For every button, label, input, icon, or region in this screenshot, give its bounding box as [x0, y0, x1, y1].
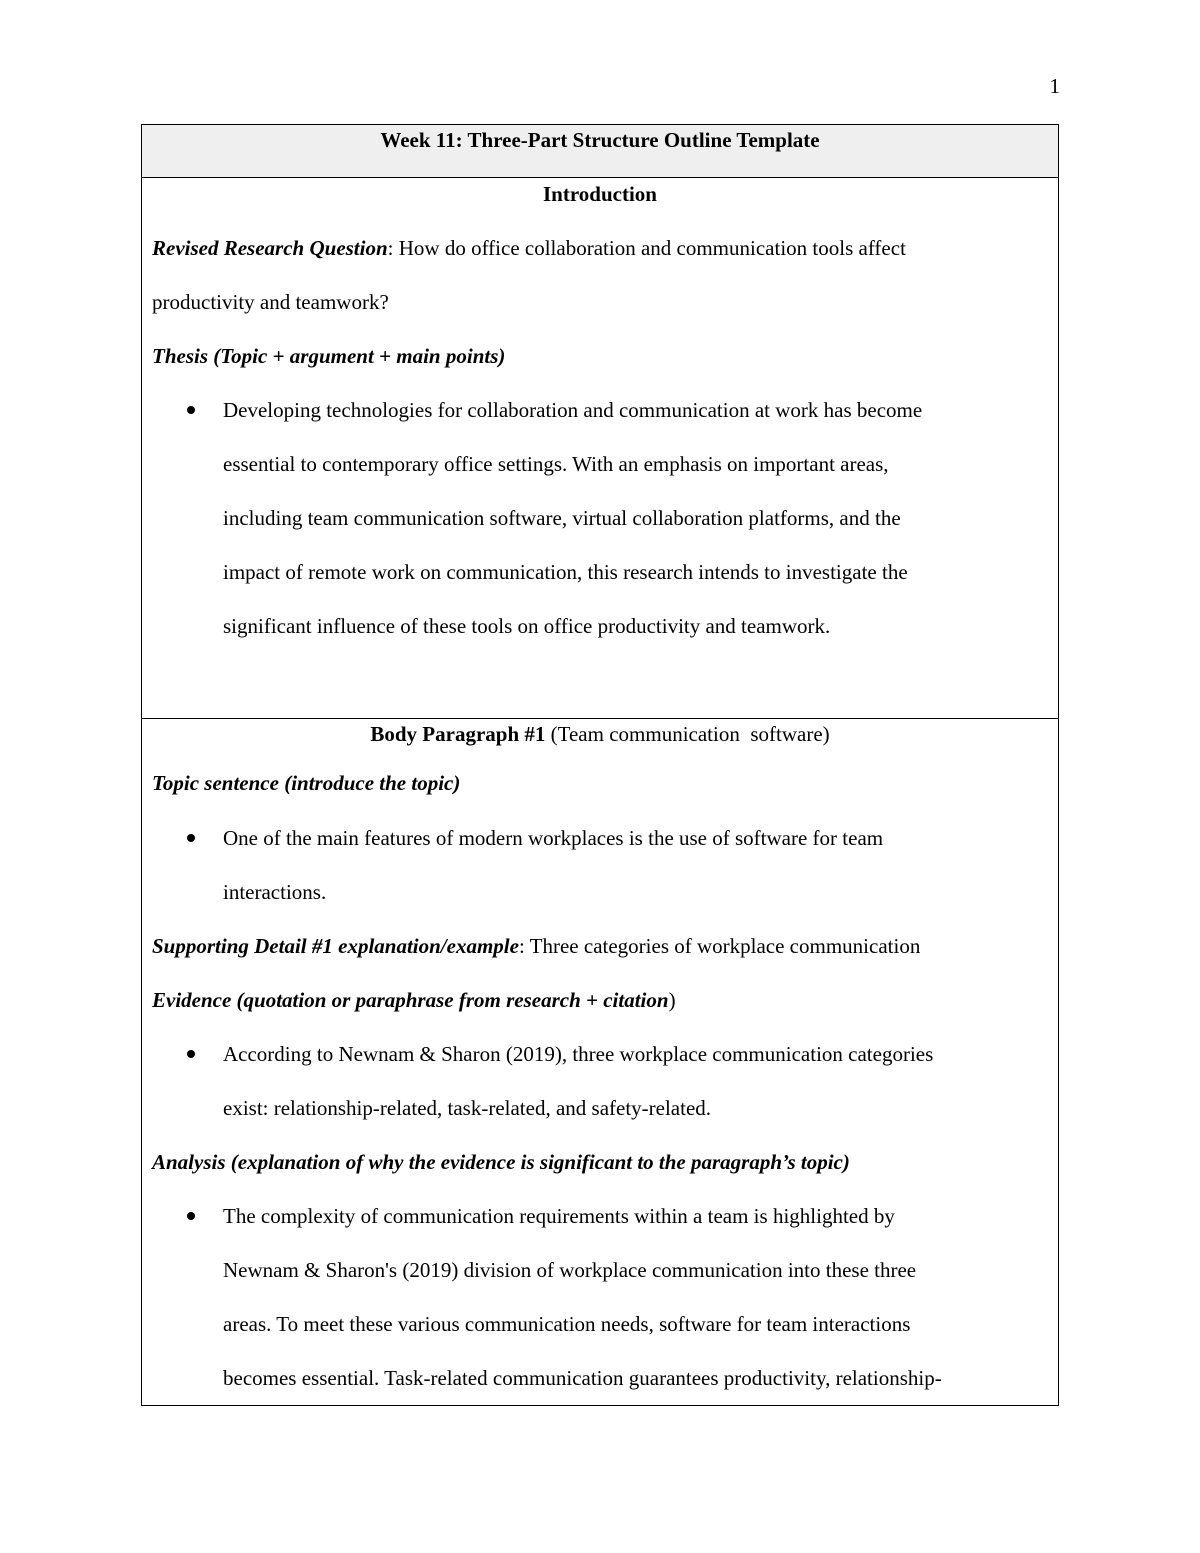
evidence-bullet [223, 1027, 1048, 1135]
research-question-text: : How do office collaboration and communication tools affect [387, 236, 906, 260]
analysis-line: The complexity of communication requirements within a team is highlighted by [223, 1204, 895, 1228]
outline-table [141, 124, 1059, 1406]
introduction-row [142, 178, 1059, 719]
research-question-label: Revised Research Question [152, 236, 388, 260]
analysis-line: becomes essential. Task-related communication guarantees productivity, relationship- [223, 1366, 942, 1390]
supporting-detail-text: : Three categories of workplace communication [518, 934, 921, 958]
thesis-line: Developing technologies for collaboration and communication at work has become [223, 398, 923, 422]
topic-label: Topic sentence (introduce the topic) [152, 771, 461, 795]
supporting-detail-label: Supporting Detail #1 explanation/example [152, 934, 519, 958]
analysis-label-line [152, 1135, 1048, 1189]
topic-line: One of the main features of modern workplaces is the use of software for team [223, 826, 884, 850]
body-paragraph-heading [152, 719, 1048, 749]
research-question-line-2: productivity and teamwork? [152, 290, 389, 314]
body-paragraph-heading-topic: (Team communication software) [545, 722, 830, 746]
evidence-line: exist: relationship-related, task-related, and safety-related. [223, 1096, 712, 1120]
thesis-label: Thesis (Topic + argument + main points) [152, 344, 506, 368]
thesis-bullet [223, 383, 1048, 653]
topic-label-line [152, 763, 1048, 803]
topic-line: interactions. [223, 880, 327, 904]
thesis-label-line [152, 329, 1048, 383]
topic-bullet [223, 811, 1048, 919]
evidence-label: Evidence (quotation or paraphrase from research + citation [152, 988, 669, 1012]
introduction-heading: Introduction [543, 182, 657, 206]
evidence-label-close: ) [668, 988, 676, 1012]
thesis-list [152, 383, 1048, 653]
body-paragraph-cell [142, 719, 1059, 1406]
table-title: Week 11: Three-Part Structure Outline Template [380, 128, 820, 152]
analysis-list [152, 1189, 1048, 1405]
thesis-line: including team communication software, virtual collaboration platforms, and the [223, 506, 901, 530]
title-row [142, 125, 1059, 178]
analysis-label: Analysis (explanation of why the evidence is significant to the paragraph’s topic) [152, 1150, 850, 1174]
analysis-line: Newnam & Sharon's (2019) division of workplace communication into these three [223, 1258, 917, 1282]
thesis-line: essential to contemporary office settings. With an emphasis on important areas, [223, 452, 889, 476]
evidence-line: According to Newnam & Sharon (2019), three workplace communication categories [223, 1042, 934, 1066]
thesis-line: impact of remote work on communication, this research intends to investigate the [223, 560, 908, 584]
thesis-line: significant influence of these tools on office productivity and teamwork. [223, 614, 831, 638]
topic-list [152, 811, 1048, 919]
page-number: 1 [1049, 74, 1060, 98]
analysis-bullet [223, 1189, 1048, 1405]
body-paragraph-row [142, 719, 1059, 1406]
research-question-line [152, 221, 1048, 275]
evidence-list [152, 1027, 1048, 1135]
supporting-detail-line [152, 919, 1048, 973]
analysis-line: areas. To meet these various communication needs, software for team interactions [223, 1312, 911, 1336]
evidence-label-line [152, 973, 1048, 1027]
title-cell [142, 125, 1059, 178]
introduction-cell [142, 178, 1059, 719]
body-paragraph-heading-bold: Body Paragraph #1 [370, 722, 546, 746]
